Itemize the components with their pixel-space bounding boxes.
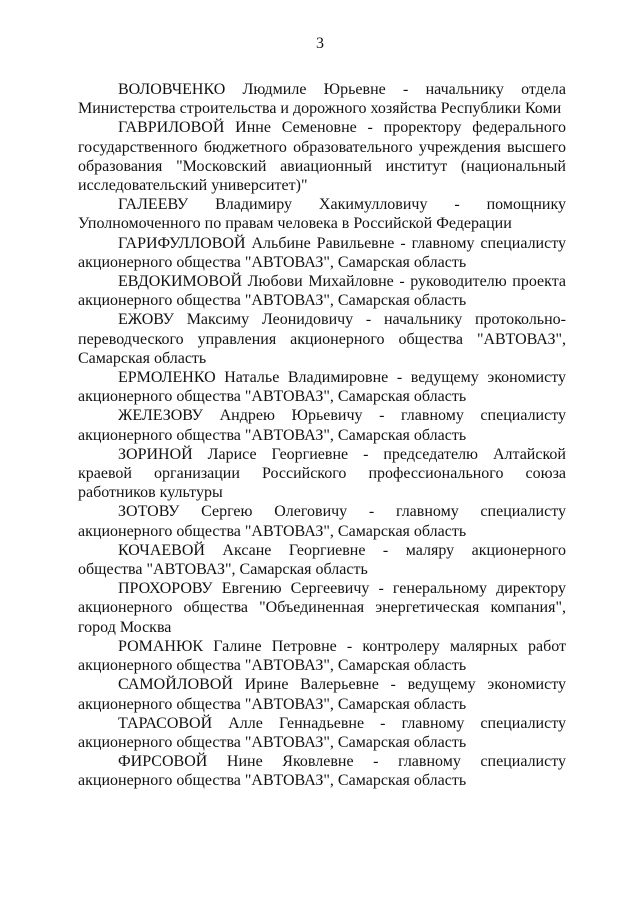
list-item: ЕВДОКИМОВОЙ Любови Михайловне - руководителю проекта акционерного общества "АВТОВАЗ", Самарская область — [78, 273, 566, 310]
list-item: ПРОХОРОВУ Евгению Сергеевичу - генеральному директору акционерного общества "Объединенная энергетическая компания", город Москва — [78, 580, 566, 636]
list-item: ГАРИФУЛЛОВОЙ Альбине Равильевне - главному специалисту акционерного общества "АВТОВАЗ", Самарская область — [78, 234, 566, 271]
list-item: ГАЛЕЕВУ Владимиру Хакимулловичу - помощнику Уполномоченного по правам человека в Российской Федерации — [78, 196, 566, 233]
list-item: ЕРМОЛЕНКО Наталье Владимировне - ведущему экономисту акционерного общества "АВТОВАЗ", Самарская область — [78, 369, 566, 406]
list-item: ЗОТОВУ Сергею Олеговичу - главному специалисту акционерного общества "АВТОВАЗ", Самарская область — [78, 503, 566, 540]
page-number: 3 — [316, 35, 324, 52]
list-item: САМОЙЛОВОЙ Ирине Валерьевне - ведущему экономисту акционерного общества "АВТОВАЗ", Самарская область — [78, 676, 566, 713]
list-item: ЕЖОВУ Максиму Леонидовичу - начальнику протокольно-переводческого управления акционерного общества "АВТОВАЗ", Самарская область — [78, 311, 566, 367]
list-item: ЖЕЛЕЗОВУ Андрею Юрьевичу - главному специалисту акционерного общества "АВТОВАЗ", Самарская область — [78, 407, 566, 444]
list-item: РОМАНЮК Галине Петровне - контролеру малярных работ акционерного общества "АВТОВАЗ", Самарская область — [78, 637, 566, 675]
awardee-list — [78, 80, 566, 791]
list-item: ГАВРИЛОВОЙ Инне Семеновне - проректору федерального государственного бюджетного образовательного учреждения высшего образования "Московский авиационный институт (национальный исследовательский университет)" — [78, 119, 566, 195]
list-item: КОЧАЕВОЙ Аксане Георгиевне - маляру акционерного общества "АВТОВАЗ", Самарская область — [78, 541, 566, 579]
list-item: ЗОРИНОЙ Ларисе Георгиевне - председателю Алтайской краевой организации Российского профессионального союза работников культуры — [78, 445, 566, 502]
list-item: ФИРСОВОЙ Нине Яковлевне - главному специалисту акционерного общества "АВТОВАЗ", Самарская область — [78, 753, 566, 790]
list-item: ВОЛОВЧЕНКО Людмиле Юрьевне - начальнику отдела Министерства строительства и дорожного хозяйства Республики Коми — [78, 81, 566, 118]
list-item: ТАРАСОВОЙ Алле Геннадьевне - главному специалисту акционерного общества "АВТОВАЗ", Самарская область — [78, 714, 566, 751]
